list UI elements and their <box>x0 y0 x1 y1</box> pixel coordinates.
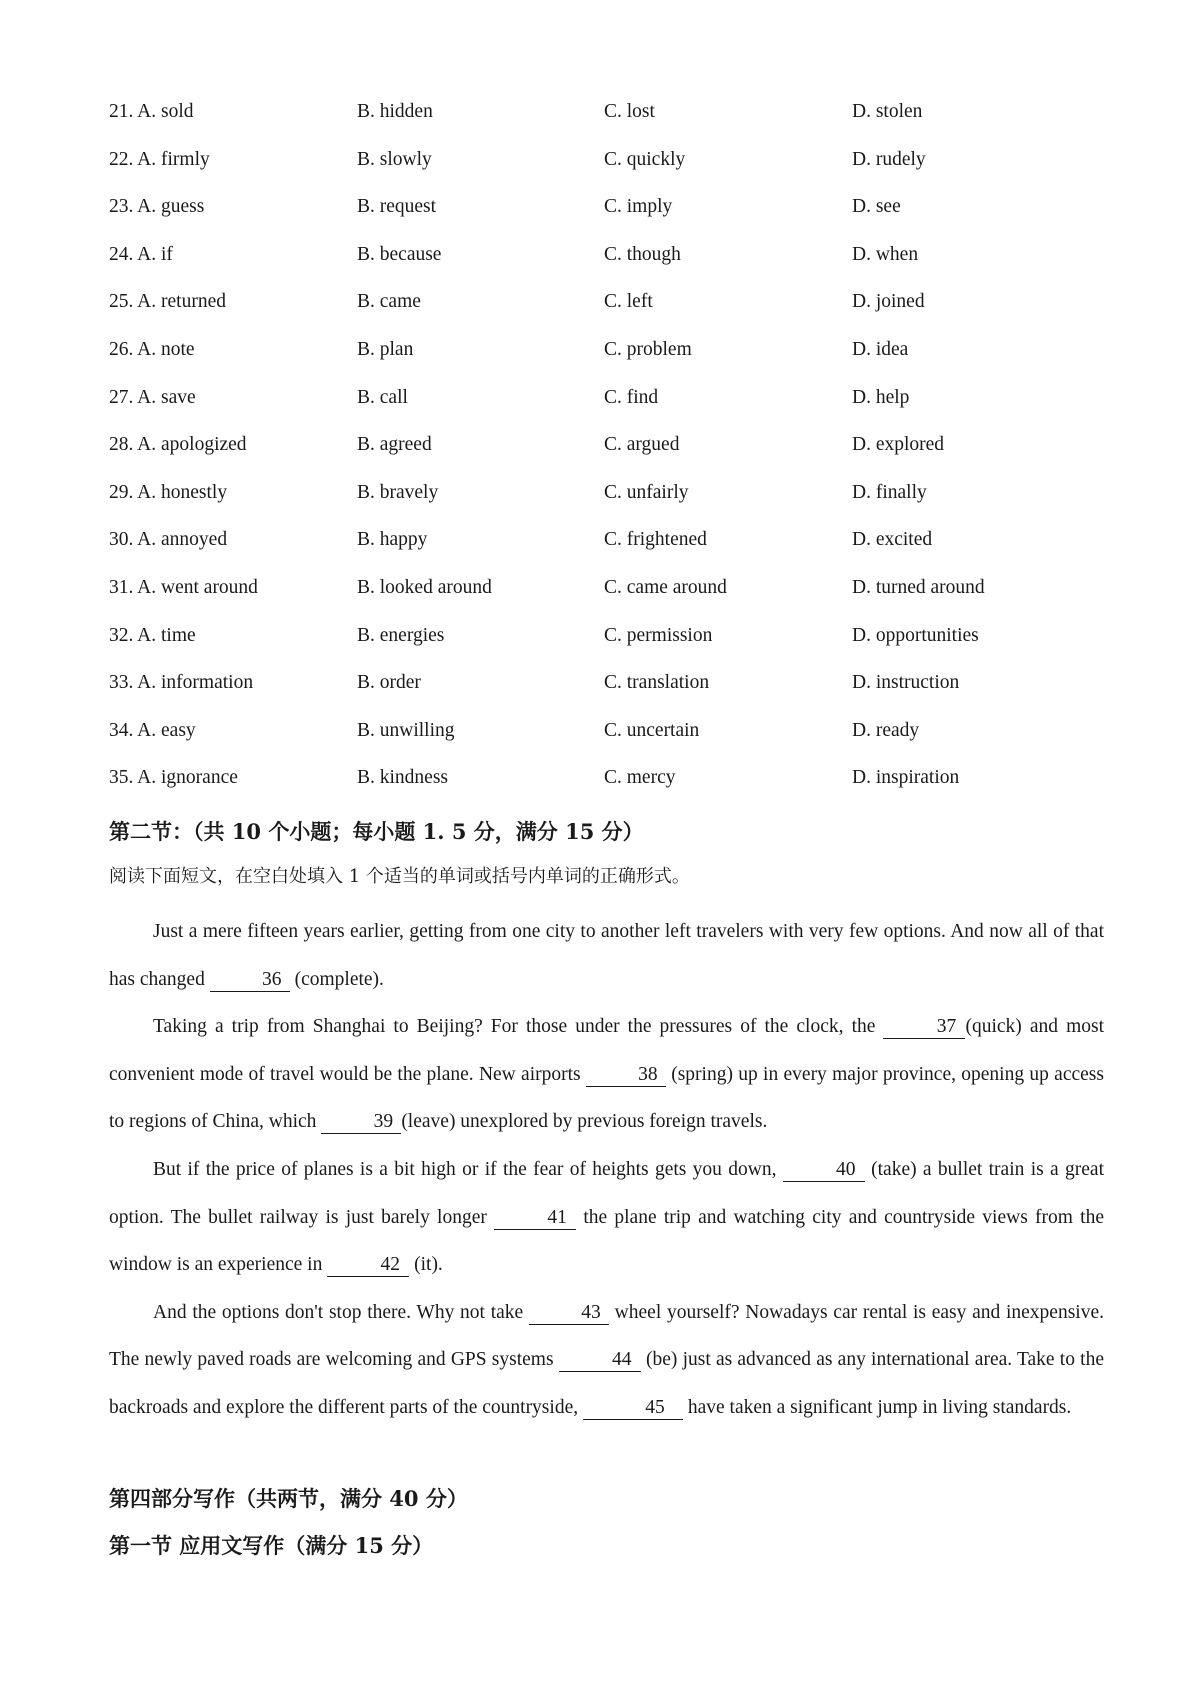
choice-row <box>109 243 1109 291</box>
choice-option: B. looked around <box>357 576 492 598</box>
choice-option: C. uncertain <box>604 719 700 741</box>
passage-text: wheel yourself? Nowadays car rental is easy and inexpensive. The newly paved roads are welcoming and GPS systems <box>109 1301 1104 1371</box>
blank-39: 39 <box>321 1111 401 1134</box>
blank-40: 40 <box>783 1159 865 1182</box>
choice-option: D. idea <box>852 338 909 360</box>
passage-text: Just a mere fifteen years earlier, getting from one city to another left travelers with very few options. And now all of that has changed <box>109 921 1104 990</box>
choice-option: B. came <box>357 291 421 313</box>
choice-row <box>109 671 1109 719</box>
choice-row <box>109 576 1109 624</box>
choice-option: 34. A. easy <box>109 719 196 741</box>
choice-option: C. argued <box>604 434 680 456</box>
choice-option: D. rudely <box>852 148 926 170</box>
choice-option: 29. A. honestly <box>109 481 228 503</box>
choice-option: 33. A. information <box>109 672 254 694</box>
section1-heading: 第一节 应用文写作（满分 15 分） <box>109 1533 434 1558</box>
blank-42: 42 <box>327 1254 409 1277</box>
choice-option: B. order <box>357 672 421 694</box>
choice-option: 25. A. returned <box>109 291 226 313</box>
choice-list <box>109 100 1109 814</box>
blank-37: 37 <box>883 1016 965 1039</box>
choice-option: C. came around <box>604 576 727 598</box>
choice-option: 35. A. ignorance <box>109 767 238 789</box>
choice-option: B. plan <box>357 338 414 360</box>
choice-option: C. permission <box>604 624 713 646</box>
passage-text: But if the price of planes is a bit high or if the fear of heights gets you down, <box>153 1158 783 1180</box>
choice-option: B. unwilling <box>357 719 455 741</box>
passage-text: (take) a bullet train is a great option. The bullet railway is just barely longer <box>109 1158 1104 1228</box>
choice-option: D. see <box>852 196 901 218</box>
choice-option: D. turned around <box>852 576 985 598</box>
choice-option: D. opportunities <box>852 624 979 646</box>
choice-row <box>109 148 1109 196</box>
choice-option: C. problem <box>604 338 692 360</box>
choice-row <box>109 338 1109 386</box>
choice-option: D. explored <box>852 434 945 456</box>
choice-option: 24. A. if <box>109 243 173 265</box>
choice-option: 23. A. guess <box>109 196 205 218</box>
choice-row <box>109 386 1109 434</box>
passage-text: (complete). <box>289 968 384 990</box>
choice-option: 30. A. annoyed <box>109 529 228 551</box>
choice-option: D. excited <box>852 529 933 551</box>
choice-option: B. energies <box>357 624 445 646</box>
passage-paragraph-4 <box>109 1289 1104 1432</box>
choice-option: 21. A. sold <box>109 101 194 122</box>
choice-option: C. though <box>604 243 681 265</box>
passage-text: (it). <box>409 1254 443 1276</box>
choice-option: 26. A. note <box>109 338 195 360</box>
choice-row <box>109 766 1109 814</box>
choice-option: B. request <box>357 196 437 218</box>
choice-option: 27. A. save <box>109 386 196 408</box>
choice-option: B. bravely <box>357 481 439 503</box>
blank-38: 38 <box>586 1064 666 1087</box>
choice-option: D. inspiration <box>852 767 960 789</box>
choice-option: D. stolen <box>852 101 923 122</box>
choice-row <box>109 528 1109 576</box>
choice-option: 32. A. time <box>109 624 196 646</box>
passage-text: have taken a significant jump in living standards. <box>682 1396 1072 1418</box>
choice-option: B. slowly <box>357 148 432 170</box>
choice-option: C. find <box>604 386 659 408</box>
choice-option: 22. A. firmly <box>109 148 210 170</box>
passage-text: And the options don't stop there. Why not take <box>153 1301 529 1323</box>
choice-option: D. joined <box>852 291 925 313</box>
section2-heading: 第二节：（共 10 个小题；每小题 1. 5 分，满分 15 分） <box>109 819 644 844</box>
passage-text: (be) just as advanced as any international area. Take to the backroads and explore the different parts of the countryside, <box>109 1349 1104 1418</box>
choice-option: D. help <box>852 386 910 408</box>
passage-text: (leave) unexplored by previous foreign travels. <box>401 1111 768 1133</box>
choice-row <box>109 195 1109 243</box>
choice-option: C. lost <box>604 101 655 122</box>
passage-paragraph-1 <box>109 908 1104 1003</box>
choice-option: B. because <box>357 243 442 265</box>
choice-row <box>109 624 1109 672</box>
passage-text: Taking a trip from Shanghai to Beijing? For those under the pressures of the clock, the <box>153 1016 884 1038</box>
choice-row <box>109 290 1109 338</box>
part4-heading: 第四部分写作（共两节，满分 40 分） <box>109 1486 468 1511</box>
choice-row <box>109 481 1109 529</box>
choice-option: D. when <box>852 243 919 265</box>
choice-option: D. instruction <box>852 672 960 694</box>
choice-option: C. mercy <box>604 767 676 789</box>
choice-option: C. frightened <box>604 529 707 551</box>
choice-option: B. hidden <box>357 101 433 122</box>
blank-41: 41 <box>494 1207 576 1230</box>
passage-text: the plane trip and watching city and countryside views from the window is an experience in <box>109 1206 1104 1276</box>
blank-45: 45 <box>583 1397 683 1420</box>
passage-text: (quick) and most convenient mode of travel would be the plane. New airports <box>109 1016 1104 1085</box>
choice-option: C. unfairly <box>604 481 689 503</box>
blank-43: 43 <box>529 1302 609 1325</box>
choice-row <box>109 100 1109 148</box>
choice-option: 28. A. apologized <box>109 434 247 456</box>
choice-row <box>109 433 1109 481</box>
section2-instruction: 阅读下面短文，在空白处填入 1 个适当的单词或括号内单词的正确形式。 <box>109 866 690 887</box>
choice-option: B. kindness <box>357 767 449 789</box>
blank-36: 36 <box>210 969 290 992</box>
choice-option: D. finally <box>852 481 927 503</box>
choice-option: C. translation <box>604 672 710 694</box>
choice-option: C. left <box>604 291 653 313</box>
choice-option: B. happy <box>357 529 428 551</box>
choice-option: B. call <box>357 386 408 408</box>
passage-paragraph-2 <box>109 1003 1104 1146</box>
cloze-passage <box>109 908 1104 1432</box>
choice-option: 31. A. went around <box>109 576 258 598</box>
passage-paragraph-3 <box>109 1146 1104 1289</box>
blank-44: 44 <box>559 1349 641 1372</box>
choice-option: C. quickly <box>604 148 686 170</box>
passage-text: (spring) up in every major province, opening up access to regions of China, which <box>109 1063 1104 1133</box>
choice-option: D. ready <box>852 719 920 741</box>
choice-row <box>109 719 1109 767</box>
choice-option: C. imply <box>604 196 673 218</box>
choice-option: B. agreed <box>357 434 432 456</box>
